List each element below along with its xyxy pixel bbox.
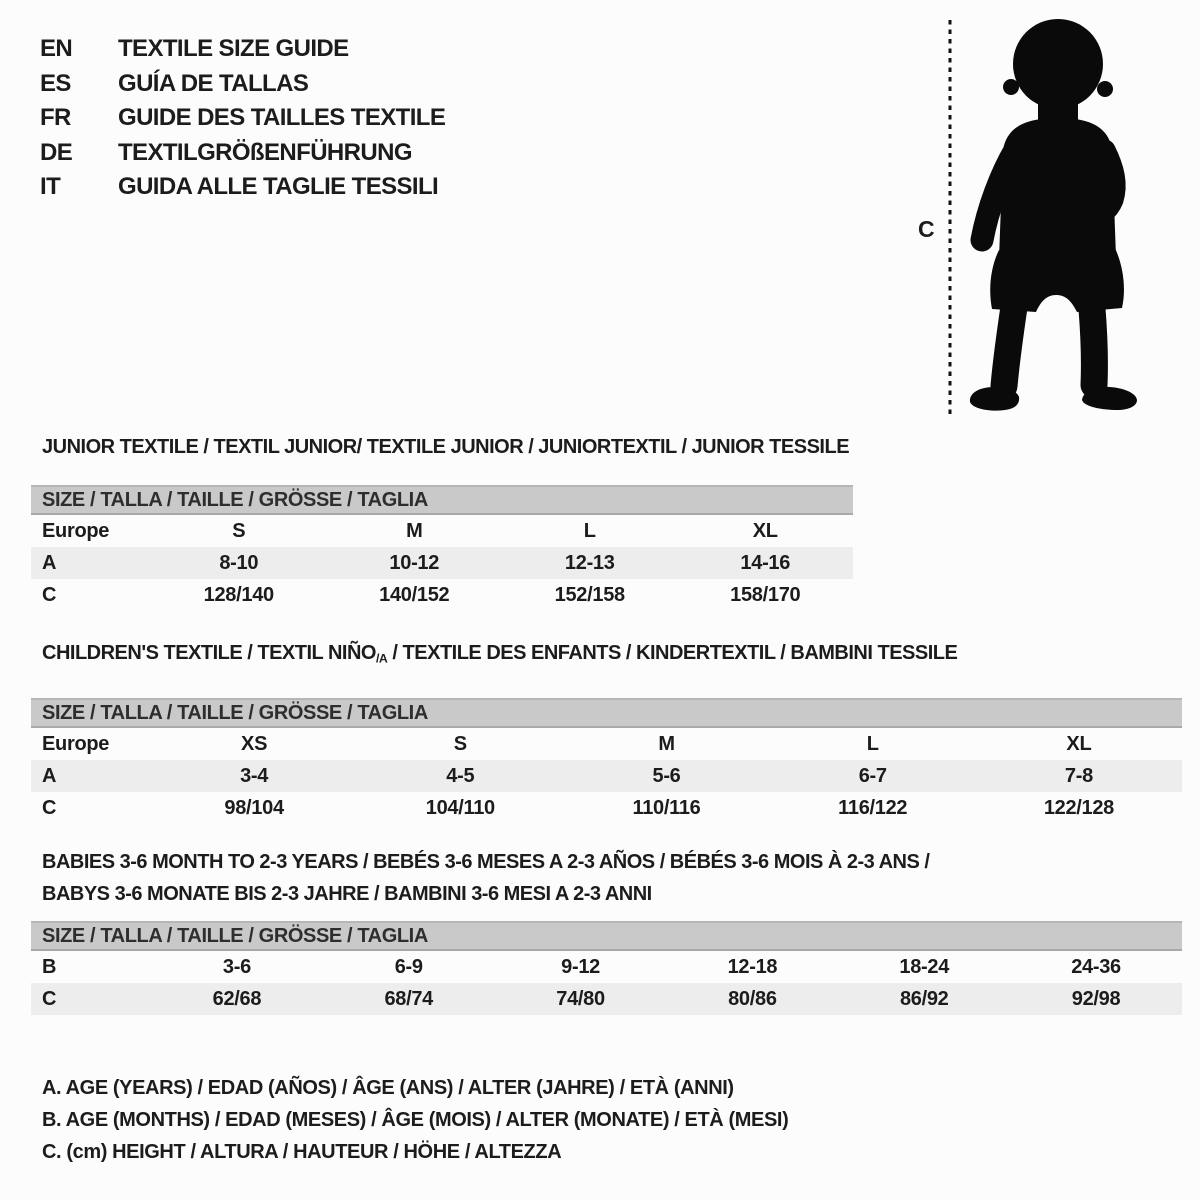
section-heading-line2: BABYS 3-6 MONATE BIS 2-3 JAHRE / BAMBINI 3-6 MESI A 2-3 ANNI xyxy=(42,883,652,905)
language-row xyxy=(40,101,445,136)
size-cell: S xyxy=(453,733,467,756)
size-cell: 5-6 xyxy=(652,765,681,788)
heading-subscript: /A xyxy=(375,651,388,666)
size-cell: 7-8 xyxy=(1064,765,1093,788)
language-code: EN xyxy=(40,35,73,63)
size-cell: XS xyxy=(241,733,268,756)
language-code: ES xyxy=(40,69,71,97)
size-cell: 122/128 xyxy=(1043,797,1115,820)
size-cell: 140/152 xyxy=(379,584,450,606)
size-cell: 74/80 xyxy=(556,988,605,1010)
language-title: TEXTILE SIZE GUIDE xyxy=(118,35,349,63)
size-cell: 80/86 xyxy=(728,988,777,1010)
table-row xyxy=(31,579,853,611)
baby-silhouette xyxy=(915,12,1155,422)
row-label: A xyxy=(42,765,57,788)
row-label: C xyxy=(42,584,57,606)
language-title: GUÍA DE TALLAS xyxy=(118,69,309,97)
row-label: B xyxy=(42,956,57,978)
section-heading: BABIES 3-6 MONTH TO 2-3 YEARS / BEBÉS 3-6 MESES A 2-3 AÑOS / BÉBÉS 3-6 MOIS À 2-3 ANS / xyxy=(42,851,930,873)
language-code: IT xyxy=(40,173,61,201)
size-cell: 98/104 xyxy=(224,797,284,820)
size-cell: 10-12 xyxy=(389,552,440,574)
section-heading xyxy=(31,643,1182,669)
size-cell: 68/74 xyxy=(384,988,434,1010)
table-row xyxy=(31,760,1182,792)
legend-line-b: B. AGE (MONTHS) / EDAD (MESES) / ÂGE (MOIS) / ALTER (MONATE) / ETÀ (MESI) xyxy=(42,1109,789,1131)
size-cell: 6-9 xyxy=(394,956,423,978)
size-cell: 12-13 xyxy=(564,552,615,574)
row-label: Europe xyxy=(42,733,110,756)
size-cell: 12-18 xyxy=(727,956,778,978)
section-junior-textile xyxy=(31,437,853,611)
language-row xyxy=(40,32,445,67)
table-row xyxy=(31,951,1182,983)
measurement-legend xyxy=(42,1072,788,1168)
size-header-band: SIZE / TALLA / TAILLE / GRÖSSE / TAGLIA xyxy=(31,921,1182,951)
language-code: DE xyxy=(40,138,73,166)
language-legend xyxy=(40,32,445,205)
height-measure-label: C xyxy=(918,216,935,242)
table-row xyxy=(31,983,1182,1015)
babies-size-table xyxy=(31,951,1182,1015)
language-title: GUIDE DES TAILLES TEXTILE xyxy=(118,104,446,132)
language-code: FR xyxy=(40,104,71,132)
language-title: TEXTILGRÖßENFÜHRUNG xyxy=(118,138,412,166)
size-cell: 116/122 xyxy=(838,797,908,820)
size-cell: 62/68 xyxy=(212,988,262,1010)
table-row xyxy=(31,728,1182,760)
row-label: C xyxy=(42,988,57,1010)
legend-line-c: C. (cm) HEIGHT / ALTURA / HAUTEUR / HÖHE / ALTEZZA xyxy=(42,1141,562,1163)
size-cell: 3-4 xyxy=(240,765,269,788)
legend-line-a: A. AGE (YEARS) / EDAD (AÑOS) / ÂGE (ANS) / ALTER (JAHRE) / ETÀ (ANNI) xyxy=(42,1077,734,1099)
table-row xyxy=(31,515,853,547)
language-row xyxy=(40,67,445,102)
size-cell: 24-36 xyxy=(1071,956,1121,978)
children-size-table xyxy=(31,728,1182,824)
section-heading: JUNIOR TEXTILE / TEXTIL JUNIOR/ TEXTILE JUNIOR / JUNIORTEXTIL / JUNIOR TESSILE xyxy=(42,436,850,458)
size-cell: 158/170 xyxy=(730,584,801,606)
row-label: A xyxy=(42,552,57,574)
size-cell: 152/158 xyxy=(554,584,625,606)
size-cell: XL xyxy=(752,520,778,542)
heading-text: / TEXTILE DES ENFANTS / KINDERTEXTIL / BAMBINI TESSILE xyxy=(387,642,958,664)
size-header-band: SIZE / TALLA / TAILLE / GRÖSSE / TAGLIA xyxy=(31,485,853,515)
size-cell: 8-10 xyxy=(219,552,259,574)
table-row xyxy=(31,547,853,579)
junior-size-table xyxy=(31,515,853,611)
size-cell: 9-12 xyxy=(561,956,600,978)
size-cell: 110/116 xyxy=(632,797,701,820)
section-children-textile xyxy=(31,643,1182,824)
language-title: GUIDA ALLE TAGLIE TESSILI xyxy=(118,173,439,201)
size-cell: S xyxy=(232,520,246,542)
size-cell: 18-24 xyxy=(899,956,950,978)
size-cell: L xyxy=(866,733,879,756)
section-babies-textile xyxy=(31,852,1182,1015)
size-cell: 128/140 xyxy=(203,584,274,606)
language-row xyxy=(40,136,445,171)
size-cell: 14-16 xyxy=(740,552,791,574)
table-row xyxy=(31,792,1182,824)
size-cell: 6-7 xyxy=(858,765,887,788)
row-label: Europe xyxy=(42,520,110,542)
size-cell: 92/98 xyxy=(1071,988,1121,1010)
size-cell: 3-6 xyxy=(222,956,251,978)
size-cell: L xyxy=(583,520,596,542)
size-cell: 104/110 xyxy=(425,797,495,820)
language-row xyxy=(40,170,445,205)
size-header-band: SIZE / TALLA / TAILLE / GRÖSSE / TAGLIA xyxy=(31,698,1182,728)
size-cell: 86/92 xyxy=(899,988,949,1010)
size-cell: M xyxy=(658,733,675,756)
row-label: C xyxy=(42,797,57,820)
size-cell: XL xyxy=(1066,733,1092,756)
size-cell: 4-5 xyxy=(446,765,475,788)
size-cell: M xyxy=(406,520,423,542)
heading-text: CHILDREN'S TEXTILE / TEXTIL NIÑO xyxy=(42,642,376,664)
